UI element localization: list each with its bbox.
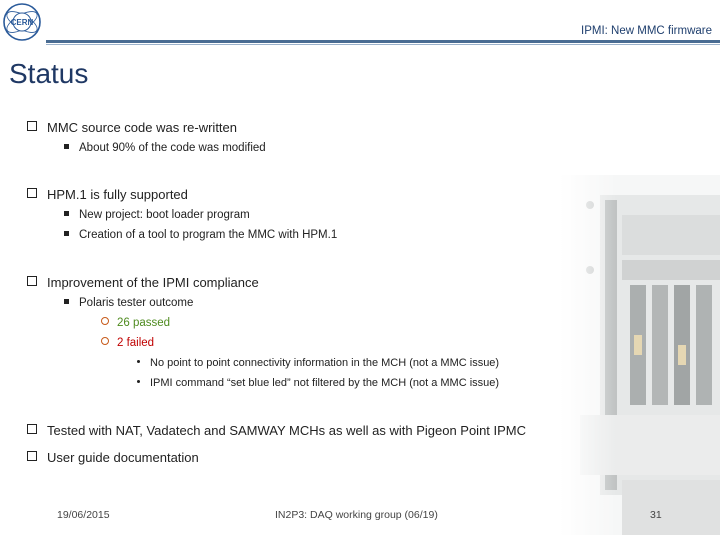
sub-bullet-polaris: Polaris tester outcome: [64, 297, 193, 309]
logo-text: CERN: [10, 18, 34, 27]
bullet-ipmi-compliance: Improvement of the IPMI compliance: [27, 275, 259, 290]
dot-bullet-icon: [137, 360, 140, 363]
square-bullet-icon: [64, 211, 69, 216]
bullet-user-guide: User guide documentation: [27, 450, 199, 465]
footer-event: IN2P3: DAQ working group (06/19): [275, 509, 438, 521]
checkbox-bullet-icon: [27, 188, 37, 198]
bullet-tested-mchs: Tested with NAT, Vadatech and SAMWAY MCHs as well as with Pigeon Point IPMC: [27, 423, 526, 438]
cern-logo: [2, 2, 42, 42]
failure-detail-blue-led: IPMI command “set blue led” not filtered by the MCH (not a MMC issue): [137, 377, 499, 389]
circle-bullet-icon: [101, 337, 109, 345]
sub-bullet-hpm-tool: Creation of a tool to program the MMC with HPM.1: [64, 229, 337, 241]
mtca-crate-image: [560, 175, 720, 535]
bullet-hpm1: HPM.1 is fully supported: [27, 187, 188, 202]
slide-title: Status: [9, 58, 89, 89]
square-bullet-icon: [64, 144, 69, 149]
checkbox-bullet-icon: [27, 121, 37, 131]
sub-bullet-code-modified: About 90% of the code was modified: [64, 142, 266, 154]
square-bullet-icon: [64, 231, 69, 236]
square-bullet-icon: [64, 299, 69, 304]
checkbox-bullet-icon: [27, 424, 37, 434]
checkbox-bullet-icon: [27, 276, 37, 286]
dot-bullet-icon: [137, 380, 140, 383]
circle-bullet-icon: [101, 317, 109, 325]
header-rule-thin: [46, 44, 720, 45]
bullet-mmc-rewritten: MMC source code was re-written: [27, 120, 237, 135]
sub-bullet-bootloader: New project: boot loader program: [64, 209, 250, 221]
checkbox-bullet-icon: [27, 451, 37, 461]
result-failed: 2 failed: [101, 337, 154, 349]
footer-page-number: 31: [650, 509, 662, 521]
footer-date: 19/06/2015: [57, 509, 110, 521]
header-rule: [46, 40, 720, 43]
failure-detail-connectivity: No point to point connectivity information in the MCH (not a MMC issue): [137, 357, 499, 369]
result-passed: 26 passed: [101, 317, 170, 329]
header-title: IPMI: New MMC firmware: [581, 25, 712, 37]
